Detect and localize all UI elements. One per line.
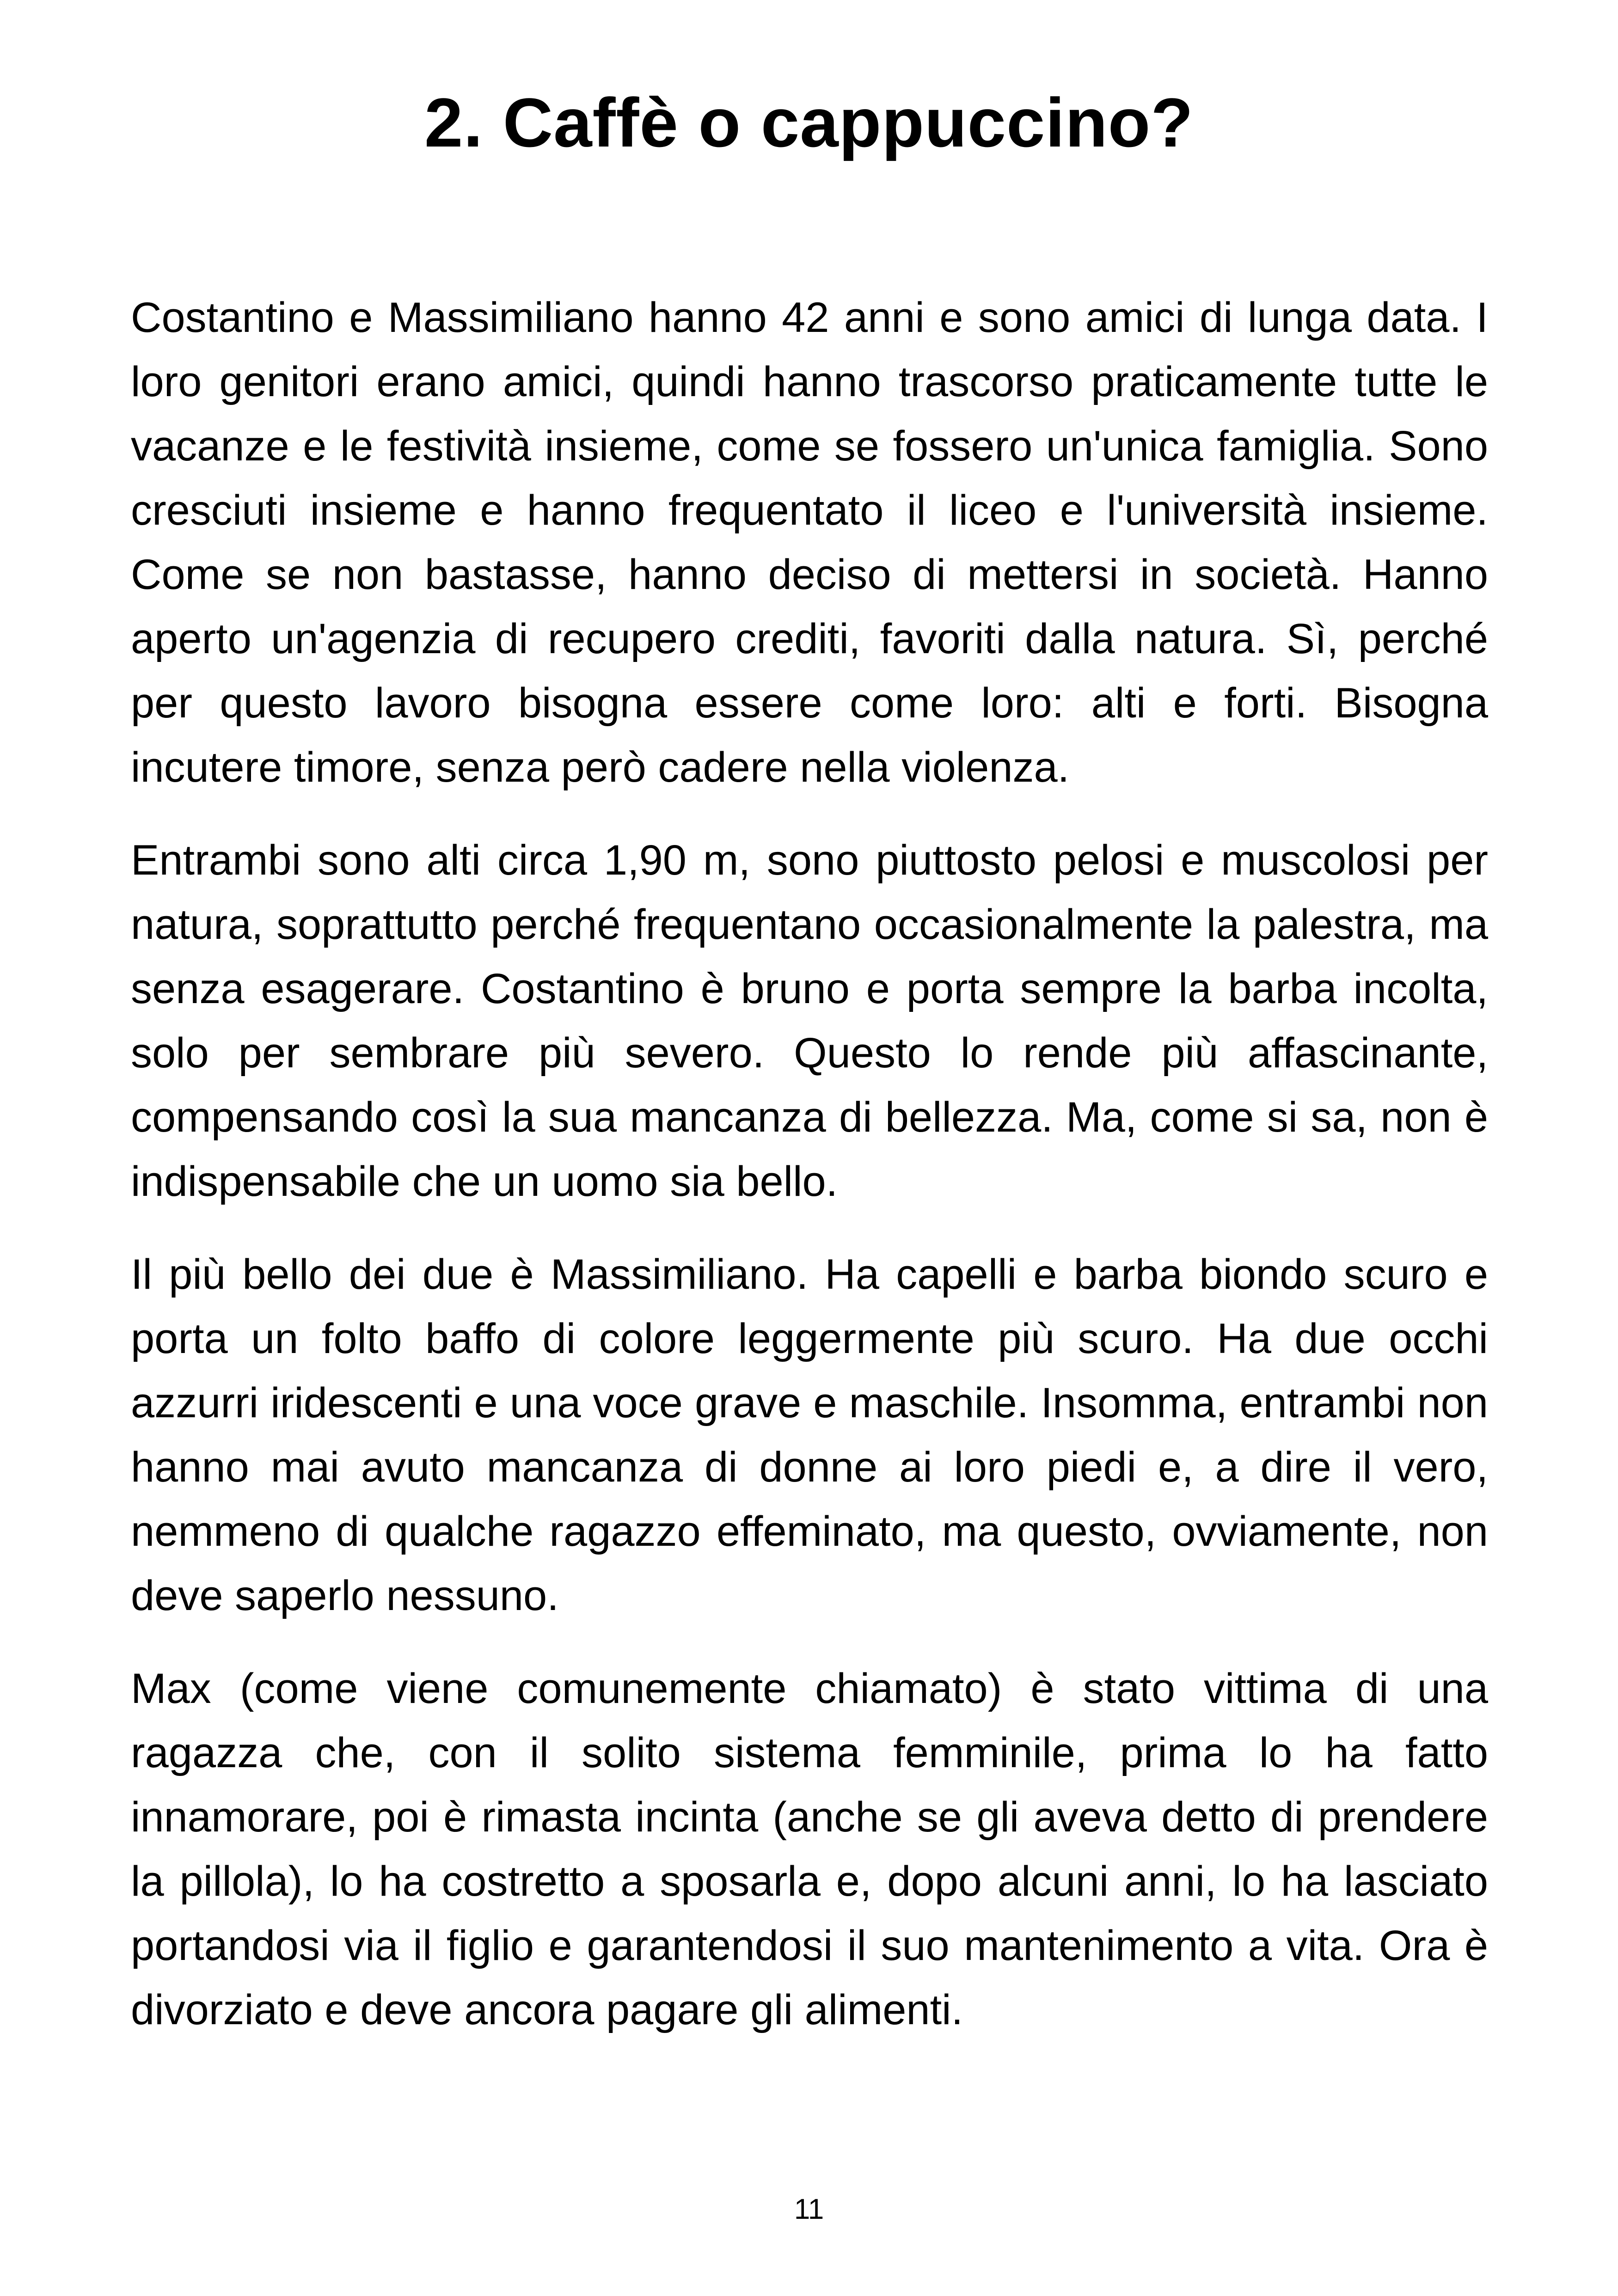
- chapter-body: [131, 286, 1488, 2071]
- paragraph-4: Max (come viene comunemente chiamato) è stato vittima di una ragazza che, con il solito sistema femminile, prima lo ha fatto innamorare, poi è rimasta incinta (anche se gli aveva detto di prendere la pillola), lo ha costretto a sposarla e, dopo alcuni anni, lo ha lasciato portandosi via il figlio e garantendosi il suo mantenimento a vita. Ora è divorziato e deve ancora pagare gli alimenti.: [131, 1665, 1488, 2033]
- page-number: 11: [794, 2193, 824, 2225]
- paragraph-2: Entrambi sono alti circa 1,90 m, sono piuttosto pelosi e muscolosi per natura, soprattutto perché frequentano occasionalmente la palestra, ma senza esagerare. Costantino è bruno e porta sempre la barba incolta, solo per sembrare più severo. Questo lo rende più affascinante, compensando così la sua mancanza di bellezza. Ma, come si sa, non è indispensabile che un uomo sia bello.: [131, 837, 1488, 1205]
- chapter-title: 2. Caffè o cappuccino?: [424, 84, 1194, 161]
- paragraph-1: Costantino e Massimiliano hanno 42 anni e sono amici di lunga data. I loro genitori erano amici, quindi hanno trascorso praticamente tutte le vacanze e le festività insieme, come se fossero un'unica famiglia. Sono cresciuti insieme e hanno frequentato il liceo e l'università insieme. Come se non bastasse, hanno deciso di mettersi in società. Hanno aperto un'agenzia di recupero crediti, favoriti dalla natura. Sì, perché per questo lavoro bisogna essere come loro: alti e forti. Bisogna incutere timore, senza però cadere nella violenza.: [131, 294, 1488, 791]
- paragraph-3: Il più bello dei due è Massimiliano. Ha capelli e barba biondo scuro e porta un folto baffo di colore leggermente più scuro. Ha due occhi azzurri iridescenti e una voce grave e maschile. Insomma, entrambi non hanno mai avuto mancanza di donne ai loro piedi e, a dire il vero, nemmeno di qualche ragazzo effeminato, ma questo, ovviamente, non deve saperlo nessuno.: [131, 1251, 1488, 1619]
